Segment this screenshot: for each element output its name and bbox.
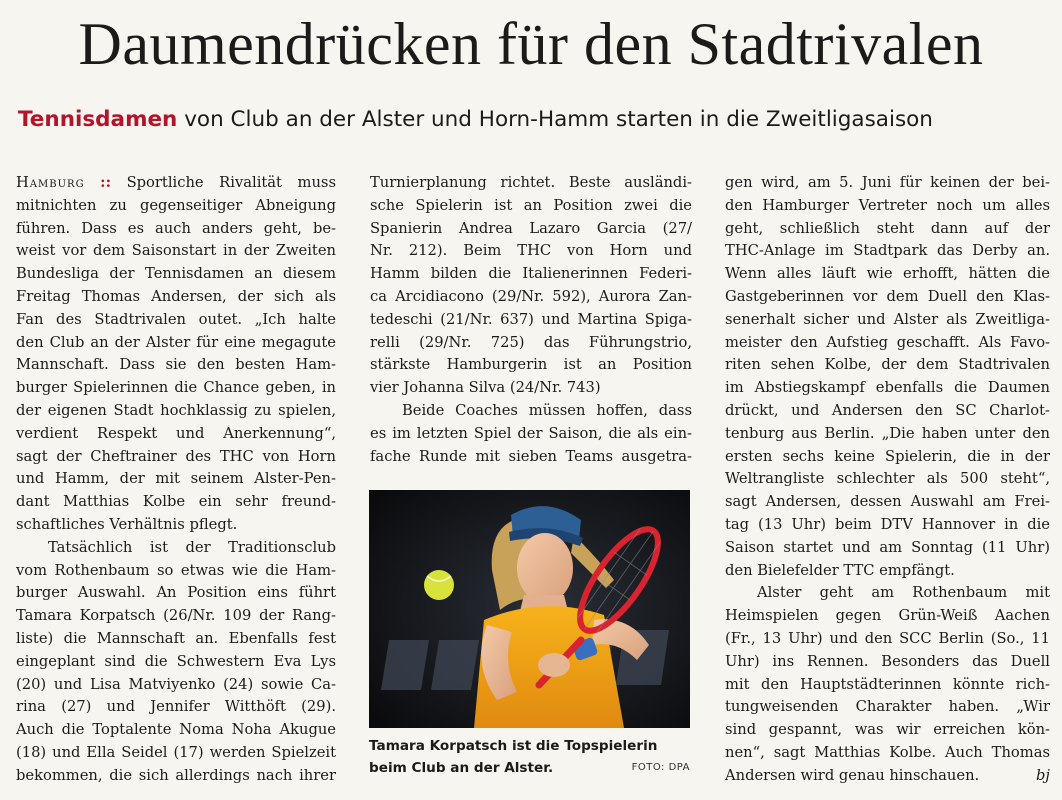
article-column-3 xyxy=(725,172,1050,788)
text-line: Freitag Thomas Andersen, der sich als xyxy=(16,287,336,305)
text-line: rina (27) und Jennifer Witthöft (29). xyxy=(16,698,336,716)
text-line: Spanierin Andrea Lazaro Garcia (27/ xyxy=(370,219,692,237)
caption-text: Tamara Korpatsch ist die Topspielerin beim Club an der Alster. xyxy=(369,738,658,776)
text-line: sagt Andersen, dessen Auswahl am Frei- xyxy=(725,493,1050,511)
subheadline xyxy=(18,105,1048,135)
text-line: tenburg aus Berlin. „Die haben unter den xyxy=(725,424,1050,442)
subhead-text: von Club an der Alster und Horn-Hamm starten in die Zweitligasaison xyxy=(177,107,933,132)
text-line: im Abstiegskampf ebenfalls die Daumen xyxy=(725,379,1050,397)
text-line: Gastgeberinnen vor dem Duell den Klas- xyxy=(725,287,1050,305)
dateline-separator: :: xyxy=(100,174,112,191)
text-line: vier Johanna Silva (24/Nr. 743) xyxy=(370,379,601,397)
text-line: bekommen, die sich allerdings nach ihrer xyxy=(16,766,336,784)
text-line: sagt der Cheftrainer des THC von Horn xyxy=(16,447,336,465)
tennis-player-photo xyxy=(369,490,690,728)
text-line: ca Arcidiacono (29/Nr. 592), Aurora Zan- xyxy=(370,287,692,305)
text-line: geht, schließlich steht dann auf der xyxy=(725,219,1050,237)
text-line: (20) und Lisa Matviyenko (24) sowie Ca- xyxy=(16,675,336,693)
text-line: sind gespannt, was wir erreichen kön- xyxy=(725,721,1050,739)
text-line: Tamara Korpatsch (26/Nr. 109 der Rang- xyxy=(16,607,336,625)
headline: Daumendrücken für den Stadtrivalen xyxy=(78,11,984,77)
text-line: Hamm bilden die Italienerinnen Federi- xyxy=(370,265,692,283)
text-line: Auch die Toptalente Noma Noha Akugue xyxy=(16,721,336,739)
text-line: stärkste Hamburgerin ist an Position xyxy=(370,356,692,374)
text-line-final-text: Andersen wird genau hinschauen. xyxy=(725,766,980,784)
text-line: Saison startet und am Sonntag (11 Uhr) xyxy=(725,538,1050,556)
text-line: tedeschi (21/Nr. 637) und Martina Spiga- xyxy=(370,310,692,328)
text-line: riten sehen Kolbe, der dem Stadtrivalen xyxy=(725,356,1050,374)
photo-credit: FOTO: DPA xyxy=(631,762,690,773)
text-line-final xyxy=(725,765,1050,788)
text-line: senerhalt sicher und Alster als Zweitliga- xyxy=(725,310,1050,328)
text-line: Beide Coaches müssen hoffen, dass xyxy=(402,401,692,419)
text-line: liste) die Mannschaft an. Ebenfalls fest xyxy=(16,629,336,647)
text-line: burger Spielerinnen die Chance geben, in xyxy=(16,379,336,397)
text-line: dant Matthias Kolbe ein sehr freund- xyxy=(16,493,336,511)
text-line: Heimspielen gegen Grün-Weiß Aachen xyxy=(725,607,1050,625)
subhead-accent: Tennisdamen xyxy=(18,107,178,132)
text-line: den Hamburger Vertreter noch um alles xyxy=(725,196,1050,214)
text-line: burger Auswahl. An Position eins führt xyxy=(16,584,336,602)
text-line: sche Spielerin ist an Position zwei die xyxy=(370,196,692,214)
text-line: Nr. 212). Beim THC von Horn und xyxy=(370,242,692,260)
text-line: eingeplant sind die Schwestern Eva Lys xyxy=(16,652,336,670)
text-line: (18) und Ella Seidel (17) werden Spielzeit xyxy=(16,743,336,761)
author-initials: bj xyxy=(1036,766,1050,784)
text-line: Sportliche Rivalität muss xyxy=(111,174,336,191)
text-line: führen. Dass es auch anders geht, be- xyxy=(16,219,336,237)
dateline: Hamburg xyxy=(16,174,85,191)
text-line: verdient Respekt und Anerkennung“, xyxy=(16,424,336,442)
text-line: es im letzten Spiel der Saison, die als ein- xyxy=(370,424,692,442)
text-line: fache Runde mit sieben Teams ausgetra- xyxy=(370,447,692,465)
text-line: tag (13 Uhr) beim DTV Hannover in die xyxy=(725,515,1050,533)
text-line: nen“, sagt Matthias Kolbe. Auch Thomas xyxy=(725,743,1050,761)
text-line: Wenn alles läuft wie erhofft, hätten die xyxy=(725,265,1050,283)
text-line: der eigenen Stadt hochklassig zu spielen, xyxy=(16,401,336,419)
text-line: schaftliches Verhältnis pflegt. xyxy=(16,515,238,533)
text-line: Uhr) ins Rennen. Besonders das Duell xyxy=(725,652,1050,670)
text-line: Bundesliga der Tennisdamen an diesem xyxy=(16,265,336,283)
text-line: Weltrangliste schlechter als 500 steht“, xyxy=(725,470,1050,488)
article-column-2 xyxy=(370,172,692,468)
text-line: vom Rothenbaum so etwas wie die Ham- xyxy=(16,561,336,579)
text-line: tungweisenden Charakter haben. „Wir xyxy=(725,698,1050,716)
text-line: Fan des Stadtrivalen outet. „Ich halte xyxy=(16,310,336,328)
text-line: und Hamm, der mit seinem Alster-Pen- xyxy=(16,470,336,488)
text-line: mitnichten zu gegenseitiger Abneigung xyxy=(16,196,336,214)
text-line: gen wird, am 5. Juni für keinen der bei- xyxy=(725,174,1050,191)
text-line: den Club an der Alster für eine megagute xyxy=(16,333,336,351)
text-line: meister den Aufstieg geschafft. Als Favo- xyxy=(725,333,1050,351)
text-line: ersten sechs keine Spielerin, die in der xyxy=(725,447,1050,465)
text-line: den Bielefelder TTC empfängt. xyxy=(725,561,955,579)
text-line: Turnierplanung richtet. Beste ausländi- xyxy=(370,174,692,191)
text-line: Alster geht am Rothenbaum mit xyxy=(757,584,1050,602)
text-line: THC-Anlage im Stadtpark das Derby an. xyxy=(725,242,1050,260)
photo-caption xyxy=(369,735,690,779)
text-line: weist vor dem Saisonstart in der Zweiten xyxy=(16,242,336,260)
text-line: mit den Hauptstädterinnen könnte rich- xyxy=(725,675,1050,693)
text-line: relli (29/Nr. 725) das Führungstrio, xyxy=(370,333,692,351)
text-line: (Fr., 13 Uhr) und den SCC Berlin (So., 11 xyxy=(725,629,1050,647)
text-line: Mannschaft. Dass sie den besten Ham- xyxy=(16,356,336,374)
text-line: drückt, und Andersen den SC Charlot- xyxy=(725,401,1050,419)
text-line: Tatsächlich ist der Traditionsclub xyxy=(48,538,336,556)
article-column-1 xyxy=(16,172,336,788)
